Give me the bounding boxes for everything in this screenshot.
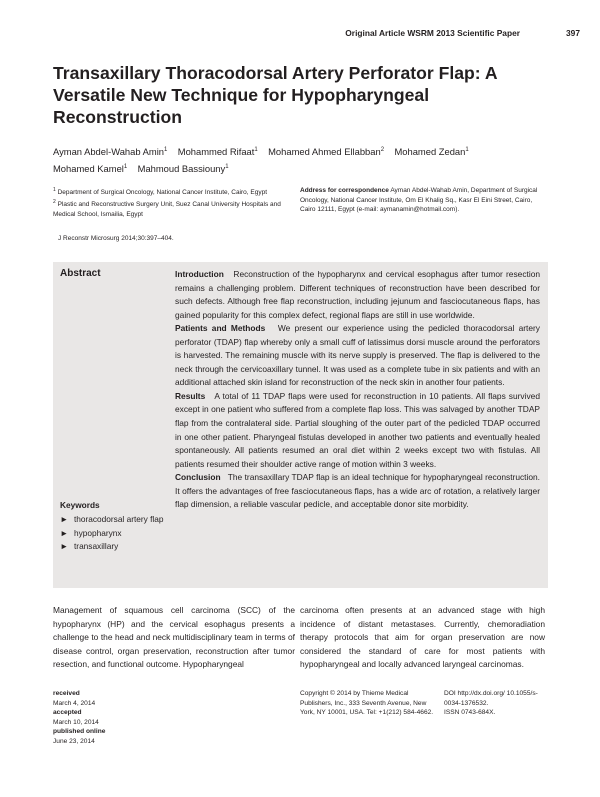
affiliation: $^2$ Plastic and Reconstructive Surgery Unit, Suez Canal University Hospitals and Medical School, Ismailia, Egypt xyxy=(53,198,281,218)
abstract-section-label: Conclusion xyxy=(175,472,221,483)
correspondence-label: Address for correspondence xyxy=(300,187,389,194)
author: Mohamed Kamel$^1$ xyxy=(53,162,128,174)
date-value: March 10, 2014 xyxy=(53,718,99,726)
page-number: 397 xyxy=(566,28,580,38)
body-text-left: Management of squamous cell carcinoma (SCC) of the hypopharynx (HP) and the cervical esophagus presents a challenge to the head and neck multidisciplinary team in terms of disease control, organ preservation, reconstruction after tumor resection, and functional outcome. Hypopharyngeal xyxy=(53,605,295,670)
keyword-item: ► hypopharynx xyxy=(60,527,168,541)
author: Mahmoud Bassiouny$^1$ xyxy=(137,162,229,174)
abstract-section-label: Results xyxy=(175,390,206,401)
abstract-section: Introduction Reconstruction of the hypopharynx and cervical esophagus after tumor resection remains a challenging problem. Different techniques of reconstruction have been described for such defects. Although free flap reconstruction, including jejunum and fasciocutaneous flaps, has gained popularity for this complex defect, regional flaps are still in use worldwide. xyxy=(175,269,541,320)
date-label: published online xyxy=(53,728,106,736)
article-dates xyxy=(53,689,183,747)
keywords-list xyxy=(60,513,168,554)
author-list xyxy=(53,143,553,176)
affiliation: $^1$ Department of Surgical Oncology, National Cancer Institute, Cairo, Egypt xyxy=(53,187,268,197)
body-text-right: carcinoma often presents at an advanced stage with high incidence of distant metastases. Currently, chemoradiation therapy protocols that aim for organ preservation are now considered the standard of care for most patients with hypopharyngeal and locally advanced laryngeal carcinomas. xyxy=(300,605,545,670)
correspondence-text: Ayman Abdel-Wahab Amin, Department of Surgical Oncology, National Cancer Institute, Om El Khalig Sq., Kasr El Eini Street, Cairo, Cairo 12111, Egypt (e-mail: aymanamin@hotmail.com). xyxy=(300,187,538,214)
bullet-arrow-icon: ► xyxy=(60,527,69,538)
abstract-body xyxy=(175,268,540,512)
author: Mohammed Rifaat$^1$ xyxy=(177,146,258,158)
author: Mohamed Ahmed Ellabban$^2$ xyxy=(268,146,385,158)
abstract-section-label: Patients and Methods xyxy=(175,323,266,334)
abstract-section: Results A total of 11 TDAP flaps were used for reconstruction in 10 patients. All flaps survived except in one patient who suffered from a complete flap loss. This was salvaged by another TDAP flap from the contralateral side. Partial sloughing of the outer part of the pedicled TDAP occurred in one other patient. Pharyngeal fistulas developed in another two patients and eventually healed spontaneously. All patients resumed an oral diet within 2 weeks except two with fistulas. All patients resumed their shoulder active range of motion within 3 weeks. xyxy=(175,390,540,469)
doi-link[interactable]: DOI http://dx.doi.org/ 10.1055/s-0034-1376532. xyxy=(444,690,538,707)
running-head: Original Article WSRM 2013 Scientific Paper xyxy=(345,28,520,38)
article-title: Transaxillary Thoracodorsal Artery Perforator Flap: A Versatile New Technique for Hypopharyngeal Reconstruction xyxy=(53,63,497,127)
bullet-arrow-icon: ► xyxy=(60,514,69,524)
date-label: received xyxy=(53,690,80,697)
bullet-arrow-icon: ► xyxy=(60,541,69,552)
date-value: June 23, 2014 xyxy=(53,737,95,745)
date-label: accepted xyxy=(53,709,82,717)
issn: ISSN 0743-684X. xyxy=(444,709,496,717)
correspondence-address xyxy=(300,186,548,215)
author: Ayman Abdel-Wahab Amin$^1$ xyxy=(53,146,168,158)
keyword-item: ► thoracodorsal artery flap xyxy=(60,513,168,527)
affiliations xyxy=(53,186,281,219)
abstract-section: Patients and Methods We present our experience using the pedicled thoracodorsal artery perforator (TDAP) flap whereby only a small cuff of latissimus dorsi muscle around the perforators is harvested. The remaining muscle with its nerve supply is preserved. The flap is delivered to the neck through the cervicoaxillary tunnel. It was used as a complete tube in six patients and with an additional attached skin island for reconstruction of the neck skin in another four patients. xyxy=(175,323,540,388)
abstract-section-label: Introduction xyxy=(175,269,224,279)
abstract-section: Conclusion The transaxillary TDAP flap is an ideal technique for hypopharyngeal reconstruction. It offers the advantages of free fasciocutaneous flaps, has a wide arc of rotation, a relatively larger flap dimension, a reliable vascular pedicle, and acceptable donor site morbidity. xyxy=(175,472,540,510)
author: Mohamed Zedan$^1$ xyxy=(394,146,469,158)
doi-block xyxy=(444,689,554,718)
journal-citation: J Reconstr Microsurg 2014;30:397–404. xyxy=(58,235,174,242)
copyright-notice: Copyright © 2014 by Thieme Medical Publishers, Inc., 333 Seventh Avenue, New York, NY 10001, USA. Tel: +1(212) 584-4662. xyxy=(300,690,434,717)
abstract-heading: Abstract xyxy=(60,268,101,279)
date-value: March 4, 2014 xyxy=(53,699,96,707)
keywords-heading: Keywords xyxy=(60,500,100,510)
keyword-item: ► transaxillary xyxy=(60,540,168,554)
